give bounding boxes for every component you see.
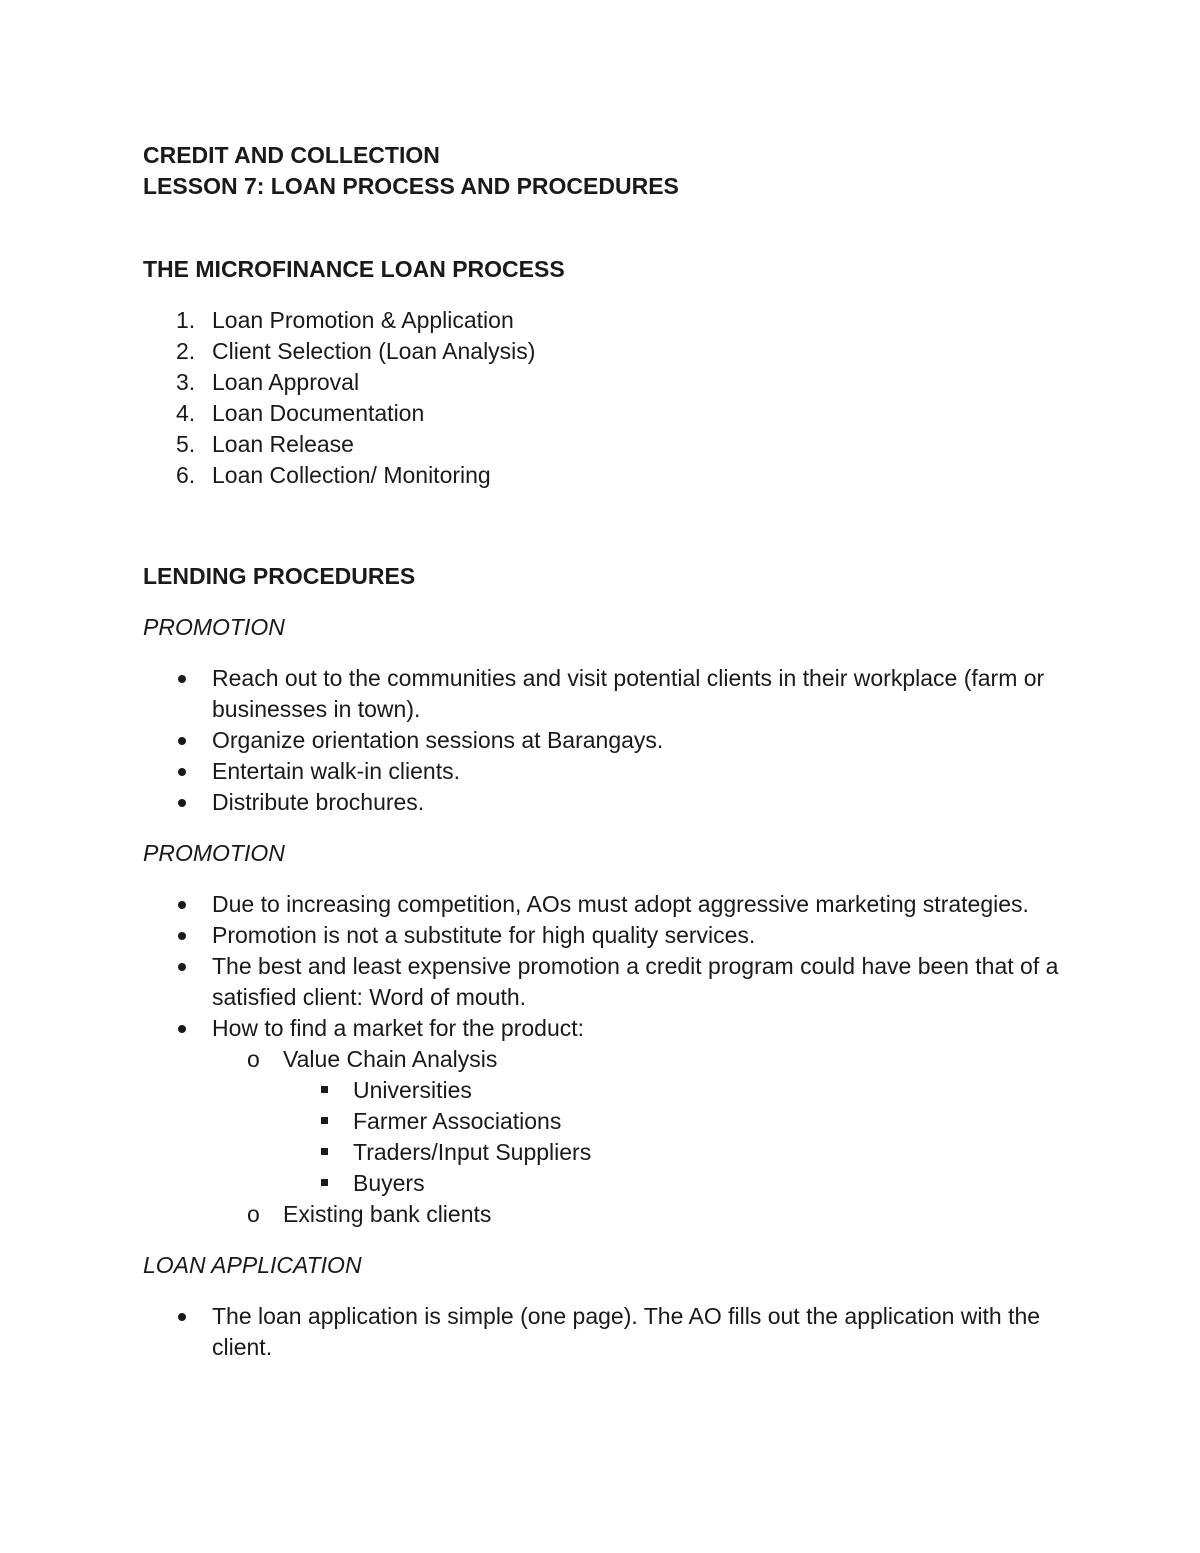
list-item [143, 305, 1083, 336]
promotion-list-2 [143, 889, 1083, 1230]
step-number: 3. [176, 369, 196, 395]
step-number: 5. [176, 431, 196, 457]
circle-bullet-icon: o [247, 1046, 260, 1072]
step-text: Loan Approval [212, 369, 360, 395]
list-item: The best and least expensive promotion a credit program could have been that of a satisfied client: Word of mouth. [143, 951, 1083, 1013]
list-item: Organize orientation sessions at Barangays. [143, 725, 1083, 756]
bullet-icon [178, 1313, 186, 1321]
list-item: Entertain walk-in clients. [143, 756, 1083, 787]
document-page [143, 140, 1083, 1363]
bullet-icon [178, 901, 186, 909]
promotion-heading-2: PROMOTION [143, 840, 285, 866]
square-bullet-icon [321, 1179, 328, 1186]
market-sub-list [212, 1044, 1083, 1230]
list-item: Universities [283, 1075, 1083, 1106]
square-bullet-icon [321, 1148, 328, 1155]
process-steps-list [143, 305, 1083, 491]
lesson-title: LESSON 7: LOAN PROCESS AND PROCEDURES [143, 173, 679, 199]
step-text: Loan Release [212, 431, 354, 457]
list-item [143, 367, 1083, 398]
list-item: o Existing bank clients [212, 1199, 1083, 1230]
loan-application-heading: LOAN APPLICATION [143, 1252, 362, 1278]
list-item [143, 398, 1083, 429]
course-title: CREDIT AND COLLECTION [143, 142, 440, 168]
process-heading: THE MICROFINANCE LOAN PROCESS [143, 256, 565, 282]
list-item: Buyers [283, 1168, 1083, 1199]
step-text: Loan Promotion & Application [212, 307, 514, 333]
bullet-icon [178, 675, 186, 683]
square-bullet-icon [321, 1117, 328, 1124]
list-item [143, 460, 1083, 491]
square-bullet-icon [321, 1086, 328, 1093]
loan-application-list [143, 1301, 1083, 1363]
list-item: Traders/Input Suppliers [283, 1137, 1083, 1168]
value-chain-list [283, 1075, 1083, 1199]
step-number: 6. [176, 462, 196, 488]
step-text: Loan Collection/ Monitoring [212, 462, 491, 488]
step-number: 4. [176, 400, 196, 426]
step-text: Loan Documentation [212, 400, 425, 426]
bullet-icon [178, 1025, 186, 1033]
bullet-icon [178, 963, 186, 971]
list-item: o Value Chain Analysis Universities Farmer Associations Traders/Input Suppliers Buyers [212, 1044, 1083, 1199]
list-item: How to find a market for the product: o Value Chain Analysis Universities Farmer Associations Traders/Input Suppliers Buyers o Existing bank clients [143, 1013, 1083, 1230]
list-item: Farmer Associations [283, 1106, 1083, 1137]
list-item: Reach out to the communities and visit potential clients in their workplace (farm or businesses in town). [143, 663, 1083, 725]
step-number: 1. [176, 307, 196, 333]
list-item: Due to increasing competition, AOs must adopt aggressive marketing strategies. [143, 889, 1083, 920]
list-item: The loan application is simple (one page). The AO fills out the application with the client. [143, 1301, 1083, 1363]
lending-heading: LENDING PROCEDURES [143, 563, 416, 589]
promotion-heading: PROMOTION [143, 614, 285, 640]
list-item: Promotion is not a substitute for high quality services. [143, 920, 1083, 951]
bullet-icon [178, 768, 186, 776]
list-item [143, 336, 1083, 367]
promotion-list [143, 663, 1083, 818]
step-text: Client Selection (Loan Analysis) [212, 338, 536, 364]
circle-bullet-icon: o [247, 1201, 260, 1227]
list-item: Distribute brochures. [143, 787, 1083, 818]
bullet-icon [178, 932, 186, 940]
list-item [143, 429, 1083, 460]
bullet-icon [178, 799, 186, 807]
step-number: 2. [176, 338, 196, 364]
bullet-icon [178, 737, 186, 745]
